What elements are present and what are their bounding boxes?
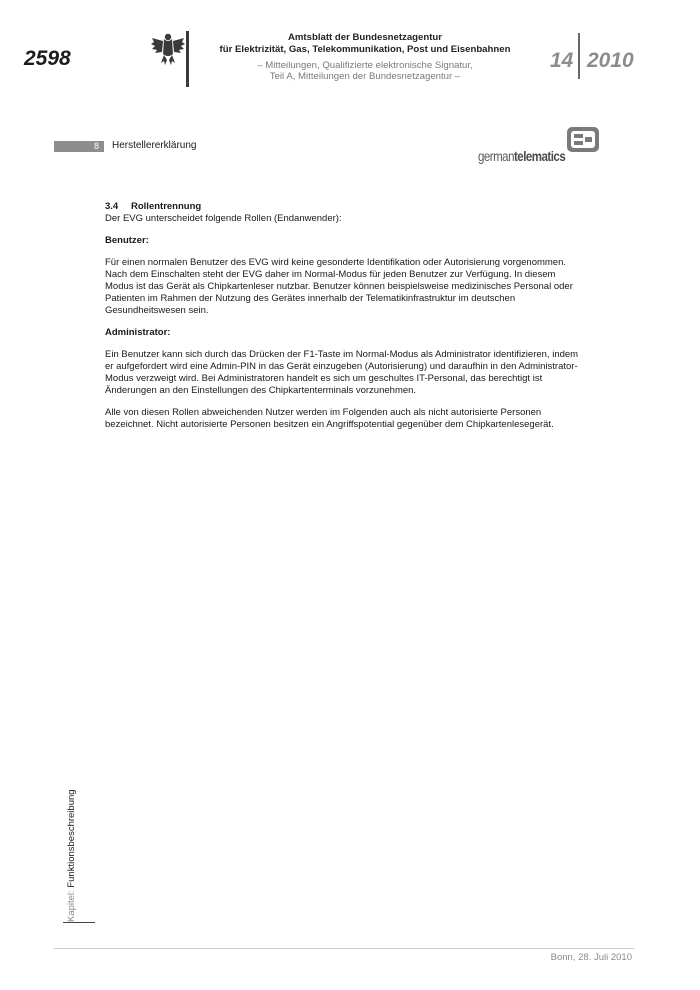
gazette-title-line-1: Amtsblatt der Bundesnetzagentur (287, 32, 443, 43)
role-benutzer-text: Für einen normalen Benutzer des EVG wird keine gesonderte Identifikation oder Autorisierung vorgenommen. Nach dem Einschalten steht der EVG daher im Normal-Modus für jeden Benutzer zur Verfügung. In diesem Modus ist das Gerät als Chipkartenleser nutzbar. Benutzer können beispielsweise medizinisches Personal oder Patienten im Rahmen der Nutzung des Gerätes innerhalb der Telematikinfrastruktur im deutschen Gesundheitswesen sein. (105, 257, 573, 316)
chapter-label-rule (63, 922, 95, 923)
gazette-subtitle (200, 60, 530, 82)
section-tag-number: 8 (93, 141, 99, 151)
gazette-title (200, 32, 530, 55)
chapter-label-text: Funktionsbeschreibung (66, 789, 77, 888)
gazette-subtitle-line-2: Teil A, Mitteilungen der Bundesnetzagentur – (269, 71, 461, 82)
chapter-side-label (66, 789, 78, 922)
section-tag-title: Herstellererklärung (112, 140, 197, 151)
role-administrator-text: Ein Benutzer kann sich durch das Drücken der F1-Taste im Normal-Modus als Administrator identifizieren, indem er aufgefordert wird eine Admin-PIN in das Gerät einzugeben (Autorisierung) und daraufhin in den Administrator-Modus verzweigt wird. Bei Administratoren handelt es sich um geschultes IT-Personal, das berechtigt ist Änderungen an den Einstellungen des Chipkartenterminals vorzunehmen. (105, 349, 579, 396)
section-heading-title: Rollentrennung (131, 201, 202, 212)
issue-year: 2010 (587, 49, 634, 72)
section-heading-number: 3.4 (105, 201, 119, 212)
role-administrator-heading: Administrator: (105, 327, 171, 338)
footer-date: Bonn, 28. Juli 2010 (550, 952, 632, 963)
role-benutzer-heading: Benutzer: (105, 235, 149, 246)
federal-eagle-icon (150, 30, 186, 68)
intro-paragraph: Der EVG unterscheidet folgende Rollen (Endanwender): (105, 213, 342, 224)
logo-text-bold: telematics (513, 148, 566, 164)
germantelematics-logo-text (478, 148, 565, 164)
header-divider (186, 31, 189, 87)
germantelematics-logo-icon (566, 126, 600, 153)
page-number: 2598 (24, 47, 71, 70)
issue-divider (578, 33, 580, 79)
gazette-title-line-2: für Elektrizität, Gas, Telekommunikation, Post und Eisenbahnen (219, 43, 511, 55)
gazette-subtitle-line-1: – Mitteilungen, Qualifizierte elektronische Signatur, (257, 60, 473, 71)
issue-number: 14 (550, 49, 574, 72)
section-heading (105, 201, 585, 213)
logo-text-regular: german (478, 148, 514, 164)
footer-rule (54, 948, 634, 949)
chapter-label-prefix: Kapitel: (66, 887, 77, 922)
closing-paragraph: Alle von diesen Rollen abweichenden Nutzer werden im Folgenden auch als nicht autorisierte Personen bezeichnet. Nicht autorisierte Personen besitzen ein Angriffspotential gegenüber dem Chipkartenlesegerät. (105, 407, 554, 430)
document-body (105, 201, 585, 431)
